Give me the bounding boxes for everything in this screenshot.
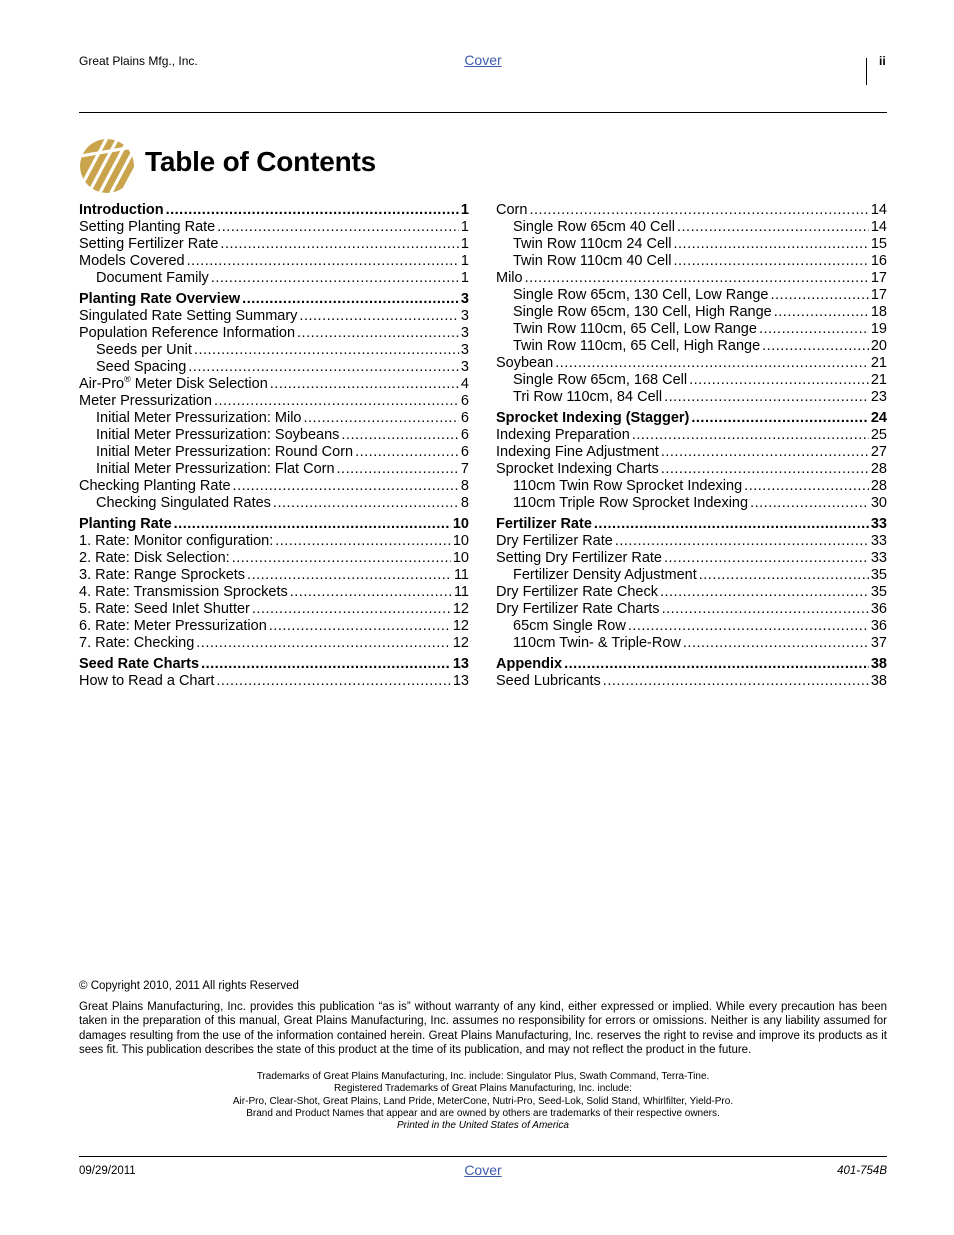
toc-leader-dots xyxy=(628,618,869,635)
toc-entry[interactable] xyxy=(79,393,469,410)
toc-entry-label: 5. Rate: Seed Inlet Shutter xyxy=(79,601,250,617)
toc-entry[interactable] xyxy=(79,270,469,287)
toc-section-entry[interactable] xyxy=(79,656,469,673)
toc-leader-dots xyxy=(661,461,869,478)
toc-leader-dots xyxy=(273,495,459,512)
toc-entry[interactable] xyxy=(496,461,887,478)
toc-leader-dots xyxy=(299,308,459,325)
toc-leader-dots xyxy=(275,533,451,550)
copyright-symbol: © xyxy=(79,980,88,992)
toc-entry-page: 11 xyxy=(453,584,469,600)
toc-leader-dots xyxy=(355,444,459,461)
toc-entry-label: 1. Rate: Monitor configuration: xyxy=(79,533,274,549)
toc-entry[interactable] xyxy=(496,495,887,512)
toc-entry-page: 1 xyxy=(460,202,469,218)
toc-entry-page: 3 xyxy=(460,325,469,341)
toc-entry-page: 4 xyxy=(460,376,469,392)
toc-entry[interactable] xyxy=(496,287,887,304)
toc-entry[interactable] xyxy=(496,601,887,618)
toc-entry-page: 10 xyxy=(452,550,469,566)
toc-entry-label: Initial Meter Pressurization: Flat Corn xyxy=(96,461,335,477)
toc-leader-dots xyxy=(759,321,869,338)
toc-entry-page: 8 xyxy=(460,495,469,511)
toc-leader-dots xyxy=(297,325,459,342)
toc-section-entry[interactable] xyxy=(79,516,469,533)
toc-leader-dots xyxy=(188,359,459,376)
toc-entry[interactable] xyxy=(79,308,469,325)
footer-doc-number: 401-754B xyxy=(837,1165,887,1177)
toc-section-entry[interactable] xyxy=(496,516,887,533)
toc-leader-dots xyxy=(632,427,869,444)
toc-entry[interactable] xyxy=(79,236,469,253)
toc-entry-label: Soybean xyxy=(496,355,554,371)
toc-entry-label: Setting Fertilizer Rate xyxy=(79,236,219,252)
toc-entry[interactable] xyxy=(79,219,469,236)
toc-entry-page: 27 xyxy=(870,444,887,460)
toc-entry-page: 3 xyxy=(460,308,469,324)
toc-entry[interactable] xyxy=(496,635,887,652)
toc-entry-page: 25 xyxy=(870,427,887,443)
toc-entry-label: 4. Rate: Transmission Sprockets xyxy=(79,584,288,600)
copyright-text: Copyright 2010, 2011 All rights Reserved xyxy=(90,980,299,992)
toc-entry-label: Setting Planting Rate xyxy=(79,219,216,235)
toc-leader-dots xyxy=(214,393,459,410)
toc-entry-page: 23 xyxy=(870,389,887,405)
toc-leader-dots xyxy=(242,291,459,308)
toc-entry-label: 7. Rate: Checking xyxy=(79,635,195,651)
toc-leader-dots xyxy=(664,389,869,406)
toc-entry-label: Models Covered xyxy=(79,253,185,269)
toc-leader-dots xyxy=(337,461,459,478)
toc-entry-label: Fertilizer Rate xyxy=(496,516,592,532)
toc-entry[interactable] xyxy=(79,495,469,512)
toc-entry-page: 13 xyxy=(452,673,469,689)
toc-entry-label: How to Read a Chart xyxy=(79,673,215,689)
toc-leader-dots xyxy=(664,550,869,567)
toc-entry-page: 17 xyxy=(870,287,887,303)
toc-entry[interactable] xyxy=(496,550,887,567)
toc-entry-page: 38 xyxy=(870,656,887,672)
toc-entry-page: 21 xyxy=(870,372,887,388)
page-title: Table of Contents xyxy=(145,146,376,177)
toc-entry-label: Initial Meter Pressurization: Milo xyxy=(96,410,302,426)
toc-entry-label: Single Row 65cm 40 Cell xyxy=(513,219,675,235)
toc-entry-page: 3 xyxy=(460,291,469,307)
toc-entry[interactable] xyxy=(496,219,887,236)
toc-leader-dots xyxy=(674,253,869,270)
toc-leader-dots xyxy=(252,601,451,618)
toc-entry[interactable] xyxy=(496,202,887,219)
toc-entry[interactable] xyxy=(496,355,887,372)
toc-entry[interactable] xyxy=(79,478,469,495)
toc-entry-page: 10 xyxy=(452,533,469,549)
toc-entry-page: 21 xyxy=(870,355,887,371)
toc-entry-page: 12 xyxy=(452,618,469,634)
toc-entry[interactable] xyxy=(79,325,469,342)
toc-entry-label: Document Family xyxy=(96,270,209,286)
toc-entry-page: 10 xyxy=(452,516,469,532)
toc-entry[interactable] xyxy=(496,372,887,389)
toc-entry-page: 20 xyxy=(870,338,887,354)
toc-entry-label: 6. Rate: Meter Pressurization xyxy=(79,618,267,634)
toc-leader-dots xyxy=(677,219,869,236)
toc-entry-label: Appendix xyxy=(496,656,563,672)
toc-leader-dots xyxy=(194,342,459,359)
toc-leader-dots xyxy=(555,355,869,372)
toc-entry-label: 3. Rate: Range Sprockets xyxy=(79,567,246,583)
toc-leader-dots xyxy=(771,287,869,304)
toc-entry-page: 28 xyxy=(870,461,887,477)
toc-entry[interactable] xyxy=(496,253,887,270)
toc-entry-label: Single Row 65cm, 130 Cell, High Range xyxy=(513,304,772,320)
toc-entry[interactable] xyxy=(496,584,887,601)
toc-section-entry[interactable] xyxy=(79,202,469,219)
toc-entry[interactable] xyxy=(496,478,887,495)
toc-entry-label: Sprocket Indexing (Stagger) xyxy=(496,410,690,426)
toc-leader-dots xyxy=(662,601,869,618)
header-rule xyxy=(79,112,887,113)
toc-entry-label: 110cm Triple Row Sprocket Indexing xyxy=(513,495,749,511)
toc-entry[interactable] xyxy=(79,427,469,444)
toc-entry[interactable] xyxy=(496,427,887,444)
toc-entry-page: 14 xyxy=(870,219,887,235)
toc-entry-label: Planting Rate Overview xyxy=(79,291,241,307)
toc-entry-page: 28 xyxy=(870,478,887,494)
toc-entry-label: Introduction xyxy=(79,202,164,218)
toc-entry-label: Tri Row 110cm, 84 Cell xyxy=(513,389,663,405)
toc-entry-page: 8 xyxy=(460,478,469,494)
toc-entry-label: Air-Pro® Meter Disk Selection xyxy=(79,376,268,392)
trademarks-line-2: Registered Trademarks of Great Plains Manufacturing, Inc. include: xyxy=(334,1083,632,1094)
footer-cover-link[interactable]: Cover xyxy=(464,1162,502,1178)
toc-entry[interactable] xyxy=(79,635,469,652)
toc-leader-dots xyxy=(196,635,451,652)
toc-entry-page: 7 xyxy=(460,461,469,477)
page-number: ii xyxy=(879,54,886,68)
toc-entry-label: Setting Dry Fertilizer Rate xyxy=(496,550,662,566)
company-name: Great Plains Mfg., Inc. xyxy=(79,54,198,68)
toc-entry-page: 33 xyxy=(870,550,887,566)
toc-entry-label: 110cm Twin Row Sprocket Indexing xyxy=(513,478,743,494)
toc-entry-label: Dry Fertilizer Rate Check xyxy=(496,584,658,600)
toc-entry-page: 6 xyxy=(460,393,469,409)
toc-entry[interactable] xyxy=(496,618,887,635)
toc-entry[interactable] xyxy=(79,376,469,393)
trademarks-line-3: Air-Pro, Clear-Shot, Great Plains, Land Pride, MeterCone, Nutri-Pro, Seed-Lok, Solid Stand, Whirlfilter, Yield-Pro. xyxy=(232,1096,734,1107)
toc-entry-page: 3 xyxy=(460,359,469,375)
toc-leader-dots xyxy=(774,304,869,321)
toc-entry-page: 33 xyxy=(870,516,887,532)
toc-entry-page: 35 xyxy=(870,584,887,600)
toc-leader-dots xyxy=(750,495,869,512)
toc-leader-dots xyxy=(269,618,451,635)
toc-leader-dots xyxy=(661,444,869,461)
toc-entry[interactable] xyxy=(79,461,469,478)
trademarks-line-4: Brand and Product Names that appear and are owned by others are trademarks of their respective owners. xyxy=(246,1108,720,1119)
toc-leader-dots xyxy=(564,656,869,673)
toc-entry-page: 30 xyxy=(870,495,887,511)
copyright-line xyxy=(79,980,299,992)
header-cover-link[interactable]: Cover xyxy=(464,52,502,68)
toc-entry[interactable] xyxy=(496,270,887,287)
toc-entry[interactable] xyxy=(79,410,469,427)
toc-entry-page: 12 xyxy=(452,601,469,617)
toc-entry-label: Checking Singulated Rates xyxy=(96,495,271,511)
toc-entry-label: Corn xyxy=(496,202,528,218)
toc-entry-page: 6 xyxy=(460,427,469,443)
toc-leader-dots xyxy=(744,478,869,495)
toc-section-entry[interactable] xyxy=(79,291,469,308)
toc-entry-page: 1 xyxy=(460,270,469,286)
toc-leader-dots xyxy=(603,673,869,690)
toc-entry[interactable] xyxy=(79,601,469,618)
toc-leader-dots xyxy=(525,270,869,287)
toc-entry[interactable] xyxy=(496,533,887,550)
toc-leader-dots xyxy=(233,478,459,495)
toc-leader-dots xyxy=(341,427,459,444)
toc-entry-label: Twin Row 110cm 40 Cell xyxy=(513,253,672,269)
toc-entry-label: Initial Meter Pressurization: Round Corn xyxy=(96,444,354,460)
toc-entry-label: 65cm Single Row xyxy=(513,618,626,634)
toc-leader-dots xyxy=(174,516,451,533)
toc-entry-page: 38 xyxy=(870,673,887,689)
toc-entry-label: Twin Row 110cm 24 Cell xyxy=(513,236,672,252)
footer-date: 09/29/2011 xyxy=(79,1165,136,1177)
toc-entry-label: Sprocket Indexing Charts xyxy=(496,461,659,477)
toc-entry-label: Seed Spacing xyxy=(96,359,187,375)
toc-leader-dots xyxy=(217,219,459,236)
toc-entry-label: Population Reference Information xyxy=(79,325,296,341)
disclaimer-text: Great Plains Manufacturing, Inc. provides this publication “as is” without warranty of any kind, either expressed or implied. While every precaution has been taken in the preparation of this manual, Great Plains Manufacturing, Inc. assumes no responsibility for errors or omissions. Neither is any liability assumed for damages resulting from the use of the information contained herein. Great Plains Manufacturing, Inc. reserves the right to revise and improve its products as it sees fit. This publication describes the state of this product at the time of its publication, and may not reflect the product in the future. xyxy=(79,1001,887,1056)
toc-entry-label: Dry Fertilizer Rate Charts xyxy=(496,601,660,617)
toc-entry-page: 18 xyxy=(870,304,887,320)
toc-entry-page: 1 xyxy=(460,236,469,252)
toc-leader-dots xyxy=(211,270,459,287)
toc-entry-page: 35 xyxy=(870,567,887,583)
toc-entry[interactable] xyxy=(79,253,469,270)
toc-section-entry[interactable] xyxy=(496,410,887,427)
toc-leader-dots xyxy=(689,372,869,389)
toc-entry[interactable] xyxy=(496,389,887,406)
toc-leader-dots xyxy=(699,567,869,584)
toc-entry[interactable] xyxy=(496,338,887,355)
toc-right-column xyxy=(496,202,887,690)
great-plains-logo-icon xyxy=(79,138,135,194)
toc-leader-dots xyxy=(290,584,452,601)
toc-leader-dots xyxy=(216,673,450,690)
toc-entry[interactable] xyxy=(79,444,469,461)
toc-entry-page: 17 xyxy=(870,270,887,286)
toc-leader-dots xyxy=(615,533,869,550)
toc-entry-label: Checking Planting Rate xyxy=(79,478,231,494)
toc-leader-dots xyxy=(220,236,459,253)
toc-entry[interactable] xyxy=(79,550,469,567)
toc-entry-label: Single Row 65cm, 168 Cell xyxy=(513,372,688,388)
toc-entry-page: 36 xyxy=(870,601,887,617)
toc-entry-label: Milo xyxy=(496,270,523,286)
toc-leader-dots xyxy=(166,202,459,219)
header-divider xyxy=(866,58,867,85)
trademarks-line-1: Trademarks of Great Plains Manufacturing, Inc. include: Singulator Plus, Swath Command, Terra-Tine. xyxy=(256,1071,710,1082)
toc-entry-page: 12 xyxy=(452,635,469,651)
toc-entry-page: 16 xyxy=(870,253,887,269)
printed-in-line: Printed in the United States of America xyxy=(397,1120,569,1131)
toc-leader-dots xyxy=(691,410,868,427)
toc-leader-dots xyxy=(529,202,868,219)
toc-entry[interactable] xyxy=(79,567,469,584)
toc-leader-dots xyxy=(762,338,869,355)
toc-entry-label: Singulated Rate Setting Summary xyxy=(79,308,298,324)
toc-leader-dots xyxy=(232,550,451,567)
toc-leader-dots xyxy=(247,567,452,584)
toc-entry-page: 11 xyxy=(453,567,469,583)
toc-entry-page: 33 xyxy=(870,533,887,549)
toc-entry-page: 24 xyxy=(870,410,887,426)
toc-entry-label: Seeds per Unit xyxy=(96,342,192,358)
toc-entry[interactable] xyxy=(79,342,469,359)
toc-entry[interactable] xyxy=(496,321,887,338)
toc-entry-page: 19 xyxy=(870,321,887,337)
toc-entry-page: 3 xyxy=(460,342,469,358)
toc-entry-label: Fertilizer Density Adjustment xyxy=(513,567,697,583)
toc-entry[interactable] xyxy=(79,673,469,690)
toc-entry-page: 13 xyxy=(452,656,469,672)
toc-entry-label: Initial Meter Pressurization: Soybeans xyxy=(96,427,340,443)
toc-entry-page: 6 xyxy=(460,410,469,426)
toc-leader-dots xyxy=(304,410,459,427)
toc-entry-label: Indexing Fine Adjustment xyxy=(496,444,659,460)
toc-entry-label: Planting Rate xyxy=(79,516,172,532)
toc-leader-dots xyxy=(201,656,451,673)
toc-entry-label: Indexing Preparation xyxy=(496,427,630,443)
toc-leader-dots xyxy=(660,584,869,601)
toc-entry-label: 2. Rate: Disk Selection: xyxy=(79,550,230,566)
toc-entry[interactable] xyxy=(496,236,887,253)
toc-entry-label: Seed Rate Charts xyxy=(79,656,200,672)
toc-entry-page: 37 xyxy=(870,635,887,651)
toc-entry[interactable] xyxy=(496,444,887,461)
toc-section-entry[interactable] xyxy=(496,656,887,673)
toc-entry-label: 110cm Twin- & Triple-Row xyxy=(513,635,681,651)
toc-entry-label: Twin Row 110cm, 65 Cell, Low Range xyxy=(513,321,757,337)
toc-leader-dots xyxy=(674,236,869,253)
toc-leader-dots xyxy=(683,635,869,652)
toc-entry-page: 6 xyxy=(460,444,469,460)
toc-entry[interactable] xyxy=(79,359,469,376)
toc-leader-dots xyxy=(187,253,459,270)
toc-entry-page: 14 xyxy=(870,202,887,218)
toc-leader-dots xyxy=(594,516,869,533)
toc-entry[interactable] xyxy=(79,533,469,550)
toc-entry-label: Single Row 65cm, 130 Cell, Low Range xyxy=(513,287,769,303)
toc-left-column xyxy=(79,202,469,690)
toc-leader-dots xyxy=(270,376,459,393)
toc-entry-label: Seed Lubricants xyxy=(496,673,601,689)
footer-rule xyxy=(79,1156,887,1157)
toc-entry[interactable] xyxy=(496,304,887,321)
toc-entry[interactable] xyxy=(496,567,887,584)
toc-entry[interactable] xyxy=(79,618,469,635)
toc-entry-page: 1 xyxy=(460,253,469,269)
toc-entry-page: 1 xyxy=(460,219,469,235)
toc-entry-label: Meter Pressurization xyxy=(79,393,212,409)
toc-entry[interactable] xyxy=(79,584,469,601)
toc-entry-label: Dry Fertilizer Rate xyxy=(496,533,613,549)
toc-entry[interactable] xyxy=(496,673,887,690)
toc-entry-page: 36 xyxy=(870,618,887,634)
toc-entry-page: 15 xyxy=(870,236,887,252)
toc-entry-label: Twin Row 110cm, 65 Cell, High Range xyxy=(513,338,761,354)
